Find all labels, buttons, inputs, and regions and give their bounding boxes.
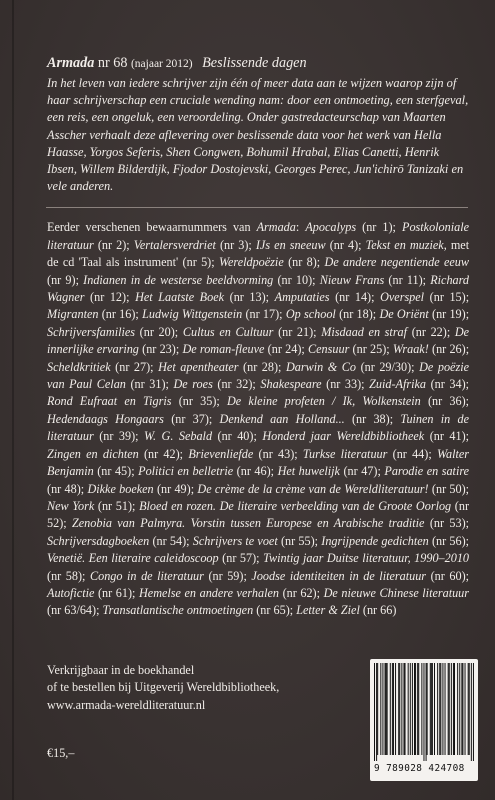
issues-intro: Eerder verschenen bewaarnummers van [47, 220, 251, 235]
issue-season: (najaar 2012) [130, 58, 193, 70]
barcode-bar [431, 663, 432, 755]
barcode-bar [469, 663, 470, 755]
issue-number-item: nr 34 [434, 377, 462, 392]
barcode-bar [445, 663, 446, 755]
issue-number-item: nr 44 [396, 446, 425, 461]
issue-title-item: Op school [285, 307, 336, 322]
issue-number-item: nr 47 [347, 464, 374, 479]
barcode-bar [374, 663, 375, 761]
issue-number-item: nr 3 [224, 237, 245, 252]
issue-number-item: nr 13 [233, 290, 262, 305]
barcode-bar [408, 663, 409, 755]
issue-number-item: nr 12 [94, 290, 123, 305]
issue-number-item: nr 57 [226, 551, 253, 566]
issue-number-item: nr 8 [292, 255, 313, 270]
issue-number-item: nr 28 [247, 359, 274, 374]
issue-number-item: nr 26 [436, 342, 462, 357]
issue-title-item: De poëzie van Paul Celan [47, 359, 470, 392]
barcode-bar [421, 663, 422, 755]
issue-title-item: Richard Wagner [47, 272, 470, 305]
issue-title-item: IJs en sneeuw [255, 237, 326, 252]
issue-number-item: nr 41 [433, 429, 462, 444]
barcode-bar [403, 663, 404, 755]
issue-number-item: nr 31 [134, 377, 162, 392]
issue-title-item: Ingrijpende gedichten [321, 533, 429, 548]
issue-number-item: nr 66 [366, 603, 393, 618]
issue-number-item: nr 32 [221, 377, 249, 392]
issue-title-item: Apocalyps [305, 220, 357, 235]
barcode-bar [430, 663, 431, 755]
issue-number-item: nr 1 [366, 220, 389, 235]
issue-number-item: nr 53 [433, 516, 462, 531]
issue-title-item: Shakespeare [260, 377, 322, 392]
isbn-digits: 9 789028 424708 [374, 763, 465, 774]
issue-title-item: Tuinen in de literatuur [47, 411, 470, 444]
issue-title-item: Het huwelijk [277, 464, 340, 479]
issue-title-item: Transatlantische ontmoetingen [102, 603, 254, 618]
issue-title-item: Schrijvers te voet [192, 533, 278, 548]
barcode-bar [439, 663, 440, 755]
issue-title-item: Politici en belletrie [138, 464, 234, 479]
issue-title-item: De andere negentiende eeuw [324, 255, 470, 270]
issue-number-item: nr 45 [101, 464, 128, 479]
issue-number-item: nr 51 [101, 498, 128, 513]
issue-title-item: Joodse identiteiten in de literatuur [251, 568, 427, 583]
issue-title-item: Indianen in de westerse beeldvorming [83, 272, 274, 287]
issue-title-item: Nieuw Frans [319, 272, 385, 287]
issue-number-item: nr 56 [436, 533, 462, 548]
issue-title-item: Zenobia van Palmyra. Vorstin tussen Europese en Arabische traditie [71, 516, 425, 531]
barcode-bar [393, 663, 394, 755]
barcode-bar [390, 663, 391, 755]
issue-number-item: nr 29/30 [364, 359, 408, 374]
issue-extra: , met de cd 'Taal als instrument' [47, 237, 470, 270]
issue-title-item: Cultus en Cultuur [182, 324, 274, 339]
issue-number-item: nr 17 [249, 307, 276, 322]
intro-paragraph: In het leven van iedere schrijver zijn één of meer data aan te wijzen waarop zijn of haar schrijverschap een cruciale wending nam: door een ontmoeting, een sterfgeval, een reis, een ongeluk, een veroordeling. Onder gastredacteurschap van Maarten Asscher verhaalt deze aflevering over beslissende data voor het werk van Hella Haasse, Yorgos Seferis, Shen Congwen, Bohumil Hrabal, Elias Canetti, Henrik Ibsen, Willem Bilderdijk, Fjodor Dostojevski, Georges Perec, Jun'ichirō Tanizaki en vele anderen. [47, 76, 469, 194]
barcode-bar [415, 663, 416, 755]
barcode-bar [457, 663, 458, 755]
issue-title-item: Wereldpoëzie [218, 255, 284, 270]
issue-title-item: Amputaties [274, 290, 330, 305]
issue-title-item: Letter & Ziel [296, 603, 360, 618]
issue-title-item: Schrijversdagboeken [47, 533, 150, 548]
barcode-bar [377, 663, 378, 755]
issue-number-item: nr 58 [51, 568, 78, 583]
issue-number-item: nr 19 [436, 307, 462, 322]
issue-number-item: nr 50 [435, 481, 462, 496]
issue-number-item: nr 54 [156, 533, 183, 548]
issue-number-item: nr 20 [143, 324, 171, 339]
barcode-bar [453, 663, 454, 755]
barcode-bar [392, 663, 393, 755]
barcode-bar [414, 663, 415, 755]
issue-title-item: Misdaad en straf [321, 324, 408, 339]
issue-number-item: nr 21 [282, 324, 310, 339]
website-url: www.armada-wereldliteratuur.nl [47, 697, 206, 712]
barcode-bar [468, 663, 469, 755]
issue-title-item: Congo in de literatuur [89, 568, 204, 583]
issue-number-item: nr 5 [186, 255, 208, 270]
issue-title-item: Vertalersverdriet [133, 237, 216, 252]
issue-title-item: Dikke boeken [87, 481, 154, 496]
issue-title-item: Zingen en dichten [47, 446, 139, 461]
issue-number-item: nr 25 [356, 342, 383, 357]
issue-number-item: nr 49 [161, 481, 187, 496]
issue-title-item: Bloed en rozen. De literaire verbeelding van de Groote Oorlog [139, 498, 452, 513]
issue-title-item: De crème de la crème van de Wereldliteratuur! [197, 481, 429, 496]
barcode-bar [437, 663, 438, 755]
issue-title-item: De Oriënt [379, 307, 429, 322]
issue-number-item: nr 33 [330, 377, 358, 392]
issue-number-item: nr 16 [105, 307, 132, 322]
price: €15,– [47, 746, 75, 760]
issue-title-item: Scheldkritiek [47, 359, 111, 374]
barcode-bar [399, 663, 400, 755]
issue-number-item: nr 24 [271, 342, 298, 357]
issue-number-item: nr 23 [146, 342, 172, 357]
barcode-bar [405, 663, 406, 755]
issue-number-item: nr 36 [432, 394, 462, 409]
barcode-bar [432, 663, 433, 755]
issue-title-item: Migranten [47, 307, 99, 322]
issue-number-item: nr 52 [47, 498, 470, 531]
issue-title-item: Ludwig Wittgenstein [142, 307, 243, 322]
issue-title-item: Hedendaags Hongaars [47, 411, 164, 426]
issue-number-item: nr 63/64 [51, 603, 93, 618]
barcode-bar [418, 663, 419, 755]
issue-number-item: nr 62 [286, 585, 313, 600]
issue-number-item: nr 39 [103, 429, 132, 444]
barcode-bar [465, 663, 466, 755]
barcode-bar [448, 663, 449, 755]
issue-title-item: New York [47, 498, 95, 513]
issue-number-item: nr 15 [433, 290, 462, 305]
barcode-bar [398, 663, 399, 755]
issue-number-item: nr 22 [415, 324, 443, 339]
issue-title-item: Denkend aan Holland... [219, 411, 345, 426]
issue-title: Beslissende dagen [202, 55, 307, 71]
issue-title-item: Het Laatste Boek [135, 290, 225, 305]
issue-number-item: nr 38 [356, 411, 386, 426]
divider [46, 207, 468, 208]
issue-number-item: nr 48 [51, 481, 77, 496]
issue-number-item: nr 18 [343, 307, 369, 322]
issue-title-item: Venetië. Een literaire caleidoscoop [47, 551, 219, 566]
headline [47, 55, 469, 73]
issue-title-item: Zuid-Afrika [369, 377, 427, 392]
barcode-bar [410, 663, 411, 755]
issue-title-item: Het apentheater [158, 359, 239, 374]
issue-title-item: Parodie en satire [384, 464, 470, 479]
barcode-bar [461, 663, 462, 755]
barcode-bar [401, 663, 402, 755]
issue-title-item: Hemelse en andere verhalen [138, 585, 279, 600]
barcode-bar [442, 663, 443, 755]
issue-number-item: nr 11 [392, 272, 419, 287]
availability-line-1: Verkrijgbaar in de boekhandel [47, 663, 195, 677]
barcode-bar [417, 663, 418, 755]
issue-number-item: nr 43 [262, 446, 291, 461]
issue-title-item: Darwin & Co [285, 359, 357, 374]
issue-number-item: nr 65 [260, 603, 286, 618]
barcode-bar [385, 663, 386, 755]
issue-number: nr 68 [97, 55, 128, 71]
issue-title-item: Twintig jaar Duitse literatuur, 1990–2010 [263, 551, 470, 566]
issue-number-item: nr 9 [51, 272, 72, 287]
issues-intro-series: Armada [256, 220, 296, 235]
previous-issues-list: Eerder verschenen bewaarnummers van Armada: Apocalyps (nr 1); Postkoloniale literatuur (nr 2); Vertalersverdriet (nr 3); IJs en sneeuw (nr 4); Tekst en muziek, met de cd 'Taal als instrument' (nr 5); Wereldpoëzie (nr 8); De andere negentiende eeuw (nr 9); Indianen in de westerse beeldvorming (nr 10); Nieuw Frans (nr 11); Richard Wagner (nr 12); Het Laatste Boek (nr 13); Amputaties (nr 14); Overspel (nr 15); Migranten (nr 16); Ludwig Wittgenstein (nr 17); Op school (nr 18); De Oriënt (nr 19); Schrijversfamilies (nr 20); Cultus en Cultuur (nr 21); Misdaad en straf (nr 22); De innerlijke ervaring (nr 23); De roman-fleuve (nr 24); Censuur (nr 25); Wraak! (nr 26); Scheldkritiek (nr 27); Het apentheater (nr 28); Darwin & Co (nr 29/30); De poëzie van Paul Celan (nr 31); De roes (nr 32); Shakespeare (nr 33); Zuid-Afrika (nr 34); Rond Eufraat en Tigris (nr 35); De kleine profeten / Ik, Wolkenstein (nr 36); Hedendaags Hongaars (nr 37); Denkend aan Holland... (nr 38); Tuinen in de literatuur (nr 39); W. G. Sebald (nr 40); Honderd jaar Wereldbibliotheek (nr 41); Zingen en dichten (nr 42); Brievenliefde (nr 43); Turkse literatuur (nr 44); Walter Benjamin (nr 45); Politici en belletrie (nr 46); Het huwelijk (nr 47); Parodie en satire (nr 48); Dikke boeken (nr 49); De crème de la crème van de Wereldliteratuur! (nr 50); New York (nr 51); Bloed en rozen. De literaire verbeelding van de Groote Oorlog (nr 52); Zenobia van Palmyra. Vorstin tussen Europese en Arabische traditie (nr 53); Schrijversdagboeken (nr 54); Schrijvers te voet (nr 55); Ingrijpende gedichten (nr 56); Venetië. Een literaire caleidoscoop (nr 57); Twintig jaar Duitse literatuur, 1990–2010 (nr 58); Congo in de literatuur (nr 59); Joodse identiteiten in de literatuur (nr 60); Autofictie (nr 61); Hemelse en andere verhalen (nr 62); De nieuwe Chinese literatuur (nr 63/64); Transatlantische ontmoetingen (nr 65); Letter & Ziel (nr 66) [47, 220, 470, 618]
series-name: Armada [47, 55, 95, 71]
issue-title-item: Walter Benjamin [47, 446, 470, 479]
issue-number-item: nr 2 [101, 237, 123, 252]
cover-text [47, 55, 469, 620]
issue-title-item: Brievenliefde [188, 446, 254, 461]
barcode-bar [434, 663, 435, 755]
issue-number-item: nr 46 [240, 464, 267, 479]
barcode-bar [471, 663, 472, 761]
barcode-bar [382, 663, 383, 755]
barcode-bar [423, 663, 424, 761]
barcode-bar [387, 663, 388, 755]
barcode-bars [374, 663, 474, 761]
issue-title-item: Autofictie [47, 585, 95, 600]
barcode-bar [427, 663, 428, 755]
barcode-bar [380, 663, 381, 755]
issue-number-item: nr 4 [333, 237, 355, 252]
barcode-bar [451, 663, 452, 755]
issue-number-item: nr 55 [285, 533, 311, 548]
issue-number-item: nr 42 [148, 446, 176, 461]
barcode-bar [412, 663, 413, 755]
issue-number-item: nr 37 [175, 411, 205, 426]
issue-number-item: nr 10 [281, 272, 309, 287]
issue-number-item: nr 40 [221, 429, 250, 444]
issue-title-item: Overspel [380, 290, 425, 305]
issue-title-item: De roman-fleuve [182, 342, 265, 357]
issue-title-item: Honderd jaar Wereldbibliotheek [262, 429, 425, 444]
barcode-bar [459, 663, 460, 755]
issue-title-item: De roes [173, 377, 213, 392]
barcode-bar [440, 663, 441, 755]
issue-title-item: De kleine profeten / Ik, Wolkenstein [226, 394, 421, 409]
isbn-barcode [370, 659, 478, 781]
barcode-bar [462, 663, 463, 755]
issue-number-item: nr 14 [339, 290, 368, 305]
issue-title-item: W. G. Sebald [144, 429, 213, 444]
issue-title-item: Postkoloniale literatuur [47, 220, 470, 252]
barcode-bar [395, 663, 396, 755]
issue-number-item: nr 27 [119, 359, 147, 374]
issue-title-item: Wraak! [392, 342, 429, 357]
issue-title-item: Schrijversfamilies [47, 324, 136, 339]
issue-number-item: nr 59 [212, 568, 240, 583]
barcode-bar [426, 663, 427, 761]
issue-title-item: Tekst en muziek [365, 237, 444, 252]
barcode-bar [454, 663, 455, 755]
barcode-bar [473, 663, 474, 761]
barcode-bar [386, 663, 387, 755]
issue-title-item: De innerlijke ervaring [47, 324, 470, 357]
issue-number-item: nr 61 [102, 585, 128, 600]
barcode-bar [376, 663, 377, 761]
issue-number-item: nr 35 [182, 394, 213, 409]
availability-line-2: of te bestellen bij Uitgeverij Wereldbibliotheek, [47, 680, 280, 695]
issue-title-item: Censuur [308, 342, 350, 357]
issue-title-item: Turkse literatuur [302, 446, 388, 461]
issue-number-item: nr 60 [434, 568, 462, 583]
barcode-bar [449, 663, 450, 755]
issue-title-item: Rond Eufraat en Tigris [47, 394, 172, 409]
availability-note [47, 662, 279, 714]
issue-title-item: De nieuwe Chinese literatuur [323, 585, 470, 600]
spine-fold [12, 0, 14, 800]
